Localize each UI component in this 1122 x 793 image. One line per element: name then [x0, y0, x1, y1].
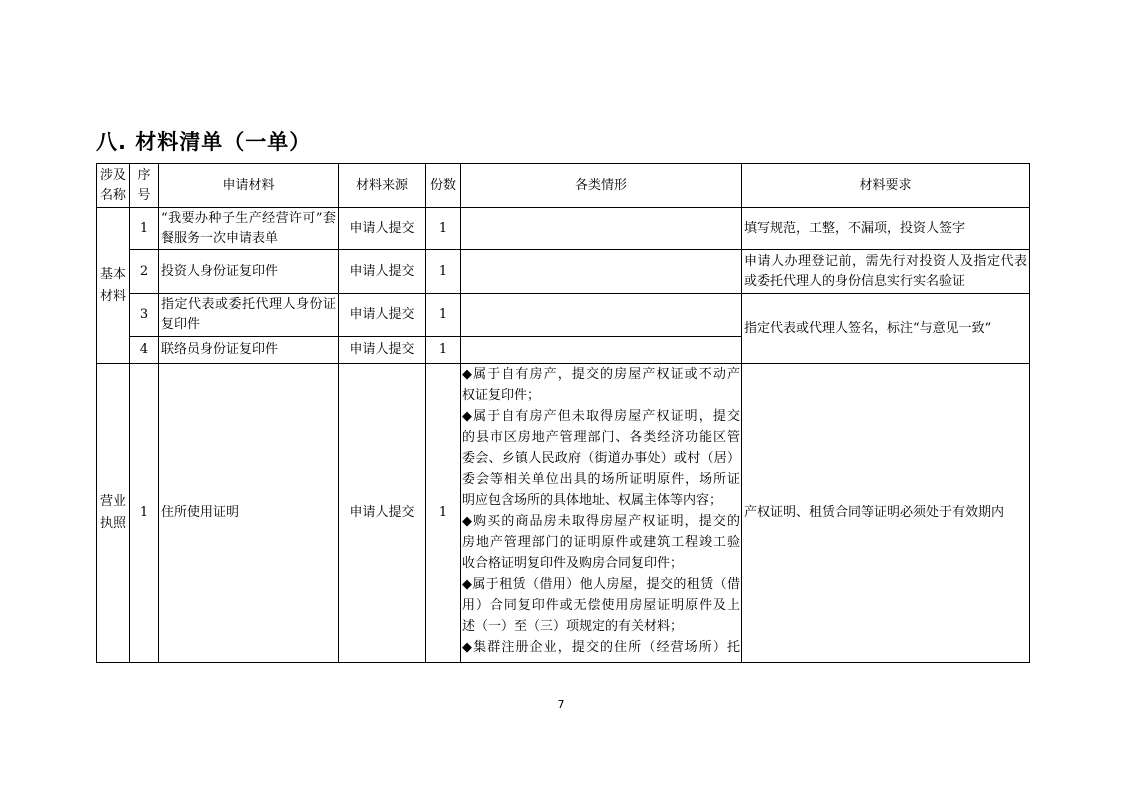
situation-line: ◆属于自有房产但未取得房屋产权证明，提交	[462, 409, 740, 424]
header-source: 材料来源	[339, 164, 426, 208]
row-copies: 1	[426, 208, 461, 250]
group-category-license	[97, 364, 130, 663]
situation-line: 委会等相关单位出具的场所证明原件，场所证	[462, 472, 740, 487]
group-category-line1: 基本	[99, 266, 126, 282]
header-situations: 各类情形	[461, 164, 742, 208]
situation-line: 明应包含场所的具体地址、权属主体等内容；	[462, 493, 723, 508]
row-situations	[461, 364, 742, 663]
situation-line: 权证复印件；	[462, 388, 541, 403]
row-requirement: 指定代表或代理人签名，标注“与意见一致”	[742, 294, 1030, 364]
row-copies: 1	[426, 337, 461, 364]
situation-line: ◆购买的商品房未取得房屋产权证明，提交的	[462, 514, 740, 529]
header-category-line1: 涉及	[99, 167, 126, 183]
row-copies: 1	[426, 294, 461, 337]
header-seq: 序号	[130, 164, 159, 208]
situation-line: ◆属于租赁（借用）他人房屋，提交的租赁（借	[462, 577, 740, 592]
row-source: 申请人提交	[339, 364, 426, 663]
group-category-line1: 营业	[99, 494, 126, 509]
row-seq: 4	[130, 337, 159, 364]
table-row	[97, 364, 1030, 663]
row-requirement: 申请人办理登记前，需先行对投资人及指定代表或委托代理人的身份信息实行实名验证	[742, 250, 1030, 294]
situation-line: ◆集群注册企业，提交的住所（经营场所）托	[462, 640, 740, 655]
situation-line: 述（一）至（三）项规定的有关材料；	[462, 619, 684, 634]
situations-list	[462, 364, 740, 662]
row-seq: 2	[130, 250, 159, 294]
group-category-line2: 执照	[99, 516, 126, 531]
row-source: 申请人提交	[339, 337, 426, 364]
row-material: 投资人身份证复印件	[159, 250, 339, 294]
row-situations	[461, 250, 742, 294]
row-copies: 1	[426, 364, 461, 663]
situation-line: 用）合同复印件或无偿使用房屋证明原件及上	[462, 598, 740, 613]
header-category-line2: 名称	[99, 187, 126, 203]
situation-line: 收合格证明复印件及购房合同复印件；	[462, 556, 684, 571]
situation-line: 的县市区房地产管理部门、各类经济功能区管	[462, 430, 740, 445]
materials-table	[96, 163, 1030, 663]
row-situations	[461, 337, 742, 364]
row-material: 住所使用证明	[159, 364, 339, 663]
row-situations	[461, 208, 742, 250]
situation-line: ◆属于自有房产，提交的房屋产权证或不动产	[462, 367, 740, 382]
page-number: 7	[557, 698, 565, 711]
table-row	[97, 208, 1030, 250]
group-category-basic	[97, 208, 130, 364]
row-situations	[461, 294, 742, 337]
header-category	[97, 164, 130, 208]
table-row	[97, 294, 1030, 337]
row-requirement: 产权证明、租赁合同等证明必须处于有效期内	[742, 364, 1030, 663]
table-header-row	[97, 164, 1030, 208]
situation-line: 委会、乡镇人民政府（街道办事处）或村（居）	[462, 451, 740, 466]
section-title: 八. 材料清单（一单）	[96, 130, 312, 154]
row-copies: 1	[426, 250, 461, 294]
row-source: 申请人提交	[339, 294, 426, 337]
header-copies: 份数	[426, 164, 461, 208]
row-material: 联络员身份证复印件	[159, 337, 339, 364]
group-category-line2: 材料	[99, 288, 126, 304]
row-source: 申请人提交	[339, 250, 426, 294]
row-seq: 3	[130, 294, 159, 337]
header-requirements: 材料要求	[742, 164, 1030, 208]
row-seq: 1	[130, 208, 159, 250]
table-row	[97, 250, 1030, 294]
situation-line: 房地产管理部门的证明原件或建筑工程竣工验	[462, 535, 740, 550]
header-material: 申请材料	[159, 164, 339, 208]
row-requirement: 填写规范，工整，不漏项，投资人签字	[742, 208, 1030, 250]
row-material: “我要办种子生产经营许可”套餐服务一次申请表单	[159, 208, 339, 250]
row-source: 申请人提交	[339, 208, 426, 250]
row-material: 指定代表或委托代理人身份证复印件	[159, 294, 339, 337]
row-seq: 1	[130, 364, 159, 663]
